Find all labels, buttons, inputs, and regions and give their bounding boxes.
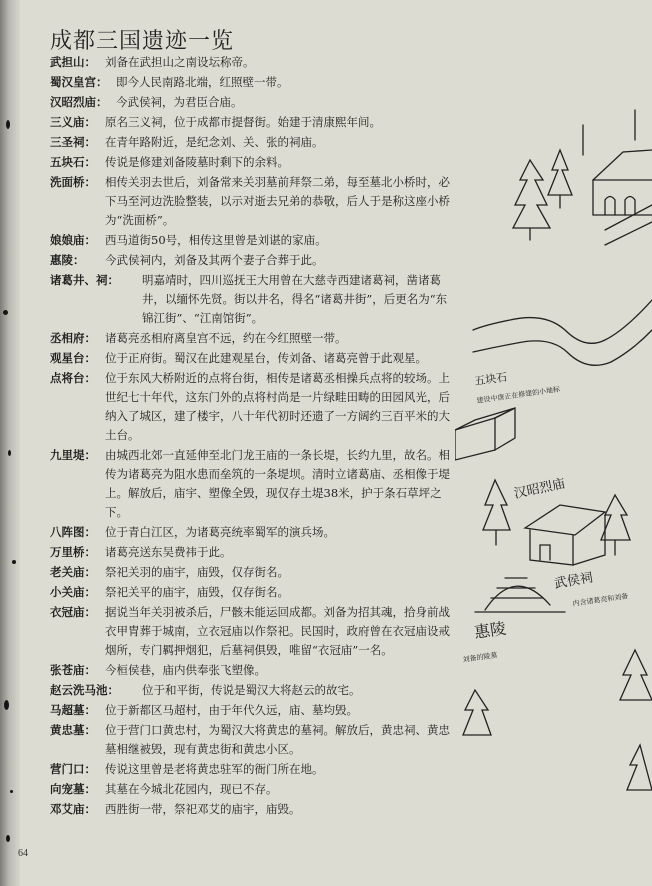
list-item xyxy=(50,800,450,819)
entry-name: 五块石： xyxy=(50,155,96,169)
ink-speck xyxy=(12,560,16,564)
entry-desc: 祭祀关羽的庙宇，庙毁，仅存街名。 xyxy=(105,565,289,579)
page-number: 64 xyxy=(18,848,28,859)
entry-desc: 西马道街50号，相传这里曾是刘谌的家庙。 xyxy=(105,233,327,247)
sketch-label-wuhouci: 武侯祠 xyxy=(553,570,595,592)
list-item xyxy=(50,53,450,72)
building-sketch-wukuaishi xyxy=(455,408,515,460)
entry-name: 娘娘庙： xyxy=(50,233,96,247)
entry-desc: 传说是修建刘备陵墓时剩下的余料。 xyxy=(105,155,289,169)
entry-name: 惠陵： xyxy=(50,253,85,267)
entry-name: 点将台： xyxy=(50,371,96,385)
list-item xyxy=(50,349,450,368)
list-item xyxy=(50,153,450,172)
entry-name: 万里桥： xyxy=(50,545,96,559)
temple-sketch-hanzhao xyxy=(525,505,605,565)
entry-desc: 诸葛亮送东吴费祎于此。 xyxy=(105,545,232,559)
entry-name: 武担山： xyxy=(50,55,96,69)
entry-desc: 明嘉靖时，四川巡抚王大用曾在大慈寺西建诸葛祠，凿诸葛井，以缅怀先贤。街以井名，得名“诸葛井街”，后更名为“东锦江街”、“江南馆街”。 xyxy=(142,273,448,325)
pine-trees-bottom xyxy=(463,650,652,790)
entry-name: 营门口： xyxy=(50,762,96,776)
entry-name: 衣冠庙： xyxy=(50,605,96,619)
entry-name: 汉昭烈庙： xyxy=(50,95,108,109)
entry-name: 赵云洗马池： xyxy=(50,683,119,697)
list-item xyxy=(50,113,450,132)
entry-desc: 由城西北郊一直延伸至北门龙王庙的一条长堤，长约九里，故名。相传为诸葛亮为阻水患而垒筑的一条堤坝。清时立诸葛庙、丞相像于堤上。解放后，庙宇、塑像全毁，现仅存土堤38米，护于条石草坪之下。 xyxy=(105,448,450,519)
entry-desc: 刘备在武担山之南设坛称帝。 xyxy=(105,55,255,69)
entry-desc: 在青年路附近，是纪念刘、关、张的祠庙。 xyxy=(105,135,324,149)
entry-desc: 诸葛亮丞相府离皇宫不远，约在今红照壁一带。 xyxy=(105,331,347,345)
entry-desc: 今武侯祠，为君臣合庙。 xyxy=(116,95,243,109)
entry-name: 丞相府： xyxy=(50,331,96,345)
pine-trees-top xyxy=(513,150,572,240)
list-item xyxy=(50,661,450,680)
entry-desc: 位于新都区马超村，由于年代久远，庙、墓均毁。 xyxy=(105,703,358,717)
list-item xyxy=(50,701,450,720)
list-item xyxy=(50,563,450,582)
list-item xyxy=(50,133,450,152)
list-item xyxy=(50,543,450,562)
ink-speck xyxy=(6,120,10,129)
entry-desc: 相传关羽去世后，刘备常来关羽墓前拜祭二弟，每至墓北小桥时，必下马至河边洗脸整装，以示对逝去兄弟的恭敬，后人于是称这座小桥为“洗面桥”。 xyxy=(105,175,450,227)
entry-name: 观星台： xyxy=(50,351,96,365)
list-item xyxy=(50,523,450,542)
sketch-label-huiling: 惠陵 xyxy=(472,618,508,642)
book-spine-shadow xyxy=(0,0,20,886)
sketch-note-wukuaishi: 建设中唐正在修建的小地标 xyxy=(476,385,561,405)
entry-name: 九里堤： xyxy=(50,448,96,462)
entry-desc: 祭祀关平的庙宇，庙毁，仅存街名。 xyxy=(105,585,289,599)
entry-name: 黄忠墓： xyxy=(50,723,96,737)
sketch-label-hanzhao: 汉昭烈庙 xyxy=(512,476,567,502)
list-item xyxy=(50,760,450,779)
entry-desc: 位于营门口黄忠村，为蜀汉大将黄忠的墓祠。解放后，黄忠祠、黄忠墓相继被毁，现有黄忠街和黄忠小区。 xyxy=(105,723,450,756)
entry-list xyxy=(50,53,450,820)
entry-name: 马超墓： xyxy=(50,703,96,717)
list-item xyxy=(50,93,450,112)
list-item xyxy=(50,271,450,328)
road-sketch xyxy=(473,205,652,365)
ink-speck xyxy=(3,310,8,315)
sketch-note-huiling: 刘备的陵墓 xyxy=(462,651,498,664)
entry-name: 八阵图： xyxy=(50,525,96,539)
entry-desc: 今桓侯巷，庙内供奉张飞塑像。 xyxy=(105,663,266,677)
ink-speck xyxy=(8,450,11,456)
entry-name: 蜀汉皇宫： xyxy=(50,75,108,89)
entry-name: 张苍庙： xyxy=(50,663,96,677)
list-item xyxy=(50,369,450,445)
list-item xyxy=(50,583,450,602)
list-item xyxy=(50,73,450,92)
entry-desc: 位于和平街，传说是蜀汉大将赵云的故宅。 xyxy=(142,683,361,697)
ink-speck xyxy=(6,835,10,842)
entry-name: 诸葛井、祠： xyxy=(50,273,119,287)
ink-speck xyxy=(4,700,9,710)
entry-name: 三义庙： xyxy=(50,115,96,129)
list-item xyxy=(50,231,450,250)
page-title: 成都三国遗迹一览 xyxy=(50,29,235,54)
list-item xyxy=(50,603,450,660)
entry-desc: 即今人民南路北端，红照壁一带。 xyxy=(116,75,289,89)
list-item xyxy=(50,446,450,522)
entry-desc: 据说当年关羽被杀后，尸骸未能运回成都。刘备为招其魂，拾身前战衣甲胄葬于城南，立衣冠庙以作祭祀。民国时，政府曾在衣冠庙设戒烟所，专门羁押烟犯，后墓祠俱毁，唯留“衣冠庙”一名。 xyxy=(105,605,450,657)
tomb-mound-sketch xyxy=(475,578,565,612)
list-item xyxy=(50,173,450,230)
list-item xyxy=(50,329,450,348)
entry-desc: 原名三义祠，位于成都市提督街。始建于清康熙年间。 xyxy=(105,115,381,129)
entry-desc: 位于正府街。蜀汉在此建观星台，传刘备、诸葛亮曾于此观星。 xyxy=(105,351,427,365)
entry-desc: 位于青白江区，为诸葛亮统率蜀军的演兵场。 xyxy=(105,525,335,539)
entry-desc: 传说这里曾是老将黄忠驻军的衙门所在地。 xyxy=(105,762,324,776)
entry-name: 老关庙： xyxy=(50,565,96,579)
sketch-note-wuhouci: 内含诸葛亮和刘备 xyxy=(572,592,629,608)
list-item xyxy=(50,721,450,759)
temple-sketch-top xyxy=(583,110,652,215)
entry-name: 三圣祠： xyxy=(50,135,96,149)
sketch-label-wukuaishi: 五块石 xyxy=(473,370,509,388)
hand-drawn-map-sketch xyxy=(455,0,652,886)
list-item xyxy=(50,780,450,799)
list-item xyxy=(50,681,450,700)
entry-name: 向宠墓： xyxy=(50,782,96,796)
entry-desc: 位于东风大桥附近的点将台街，相传是诸葛丞相操兵点将的较场。上世纪七十年代，这东门外的点将村尚是一片绿畦田畴的田园风光，后纳入了城区，建了楼宇，八十年代初时还遗了一方阔约三百平米的大土台。 xyxy=(105,371,450,442)
entry-desc: 其墓在今城北花园内，现已不存。 xyxy=(105,782,278,796)
entry-name: 邓艾庙： xyxy=(50,802,96,816)
list-item xyxy=(50,251,450,270)
entry-name: 小关庙： xyxy=(50,585,96,599)
entry-name: 洗面桥： xyxy=(50,175,96,189)
entry-desc: 西胜街一带，祭祀邓艾的庙宇，庙毁。 xyxy=(105,802,301,816)
ink-speck xyxy=(10,790,13,793)
entry-desc: 今武侯祠内，刘备及其两个妻子合葬于此。 xyxy=(105,253,324,267)
